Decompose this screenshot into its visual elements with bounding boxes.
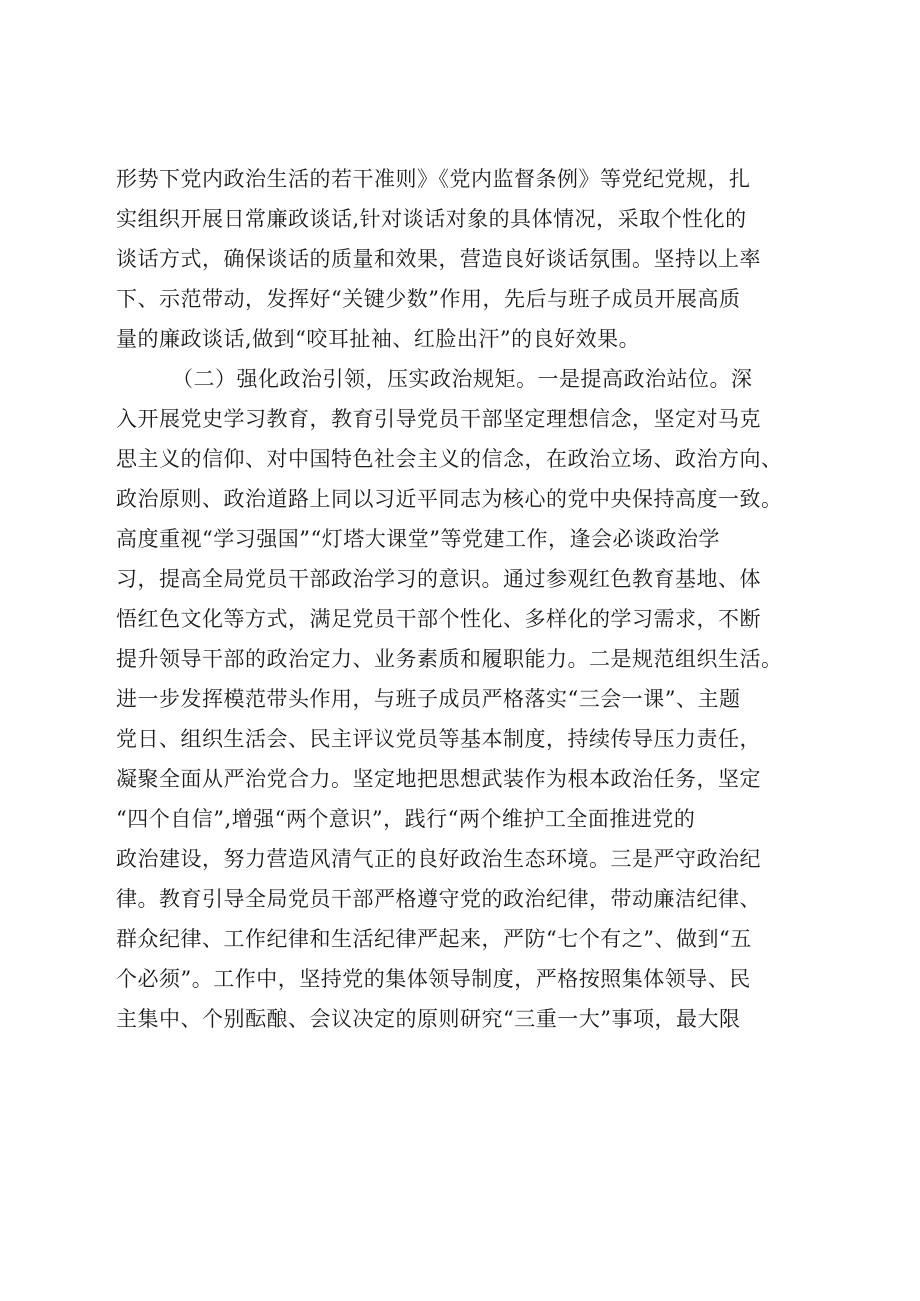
paragraph-2 [116, 359, 826, 1039]
text-line: 实组织开展日常廉政谈话,针对谈话对象的具体情况，采取个性化的 [116, 207, 747, 231]
text-line: 提升领导干部的政治定力、业务素质和履职能力。二是规范组织生活。 [116, 647, 783, 671]
text-line: 政治原则、政治道路上同以习近平同志为核心的党中央保持高度一致。 [116, 487, 783, 511]
text-line: 政治建设，努力营造风清气正的良好政治生态环境。三是严守政治纪 [116, 847, 761, 871]
text-line: 凝聚全面从严治党合力。坚定地把思想武装作为根本政治任务，坚定 [116, 767, 761, 791]
text-line: 高度重视“学习强国”“灯塔大课堂”等党建工作，逢会必谈政治学 [116, 527, 720, 551]
text-line: 律。教育引导全局党员干部严格遵守党的政治纪律，带动廉洁纪律、 [116, 887, 761, 911]
text-line: 形势下党内政治生活的若干准则》《党内监督条例》等党纪党规，扎 [116, 167, 751, 191]
text-line: 下、示范带动，发挥好“关键少数”作用，先后与班子成员开展高质 [116, 287, 741, 311]
text-line: “四个自信”,增强“两个意识”，践行“两个维护工全面推进党的 [116, 807, 696, 831]
text-line: 谈话方式，确保谈话的质量和效果，营造良好谈话氛围。坚持以上率 [116, 247, 761, 271]
text-line: 入开展党史学习教育，教育引导党员干部坚定理想信念，坚定对马克 [116, 407, 761, 431]
text-line: 个必须”。工作中，坚持党的集体领导制度，严格按照集体领导、民 [116, 967, 751, 991]
text-line: 党日、组织生活会、民主评议党员等基本制度，持续传导压力责任， [116, 727, 761, 751]
text-line: 习，提高全局党员干部政治学习的意识。通过参观红色教育基地、体 [116, 567, 761, 591]
paragraph-1 [116, 159, 826, 359]
text-line: 思主义的信仰、对中国特色社会主义的信念，在政治立场、政治方向、 [116, 447, 783, 471]
text-line: 群众纪律、工作纪律和生活纪律严起来，严防“七个有之”、做到“五 [116, 927, 752, 951]
text-line: 进一步发挥模范带头作用，与班子成员严格落实“三会一课”、主题 [116, 687, 741, 711]
text-line: 量的廉政谈话,做到“咬耳扯袖、红脸出汗”的良好效果。 [116, 327, 641, 351]
text-line: 主集中、个别酝酿、会议决定的原则研究“三重一大”事项，最大限 [116, 1007, 741, 1031]
text-line: 悟红色文化等方式，满足党员干部个性化、多样化的学习需求，不断 [116, 607, 761, 631]
section-heading-line: （二）强化政治引领，压实政治规矩。一是提高政治站位。深 [172, 367, 753, 391]
document-body [116, 159, 826, 1039]
